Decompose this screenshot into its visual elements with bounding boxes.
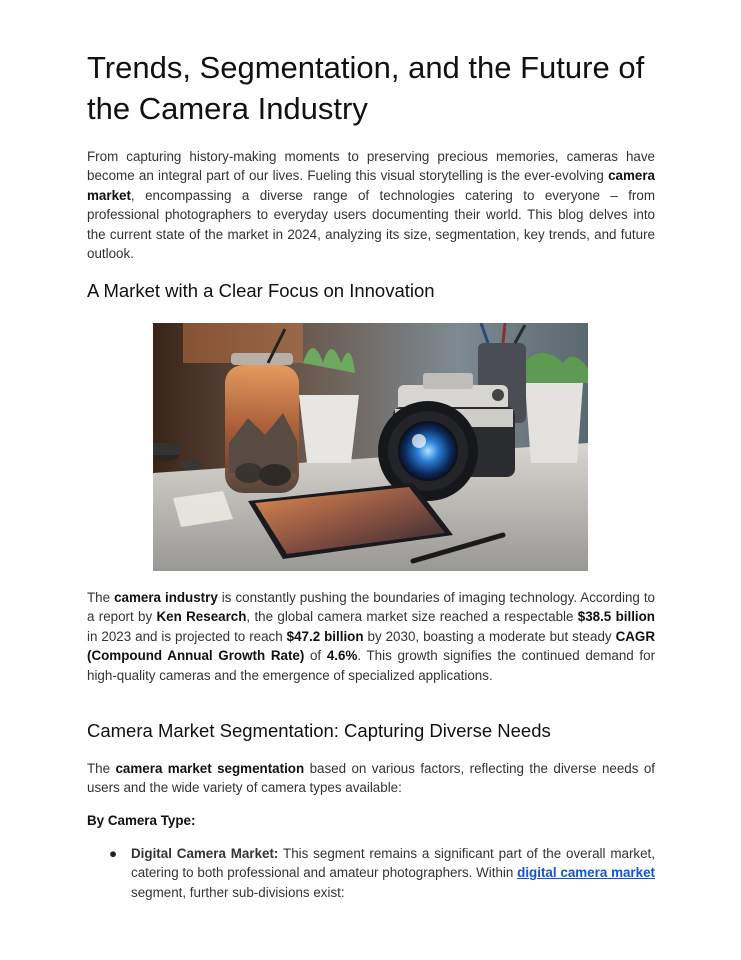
s1-bold-4-6-percent: 4.6%	[326, 648, 358, 664]
s1-text-3: , the global camera market size reached a respectable	[246, 609, 578, 625]
camera-illustration	[153, 323, 588, 571]
s1-text-7: . This growth signifies the continued demand for high-quality cameras and the emergence of specialized applications.	[87, 648, 656, 683]
s2-bold-camera-market-segmentation: camera market segmentation	[115, 761, 305, 776]
bullet-dot: ●	[109, 846, 118, 861]
bullet-text-2: segment, further sub-divisions exist:	[131, 884, 345, 900]
s1-bold-camera-industry: camera industry	[114, 590, 218, 605]
s1-bold-38-5-billion: $38.5 billion	[577, 609, 655, 625]
s1-bold-cagr: CAGR (Compound Annual Growth Rate)	[87, 628, 655, 664]
section2-paragraph	[87, 759, 655, 798]
s1-text-5: by 2030, boasting a moderate but steady	[363, 628, 616, 644]
s1-bold-ken-research: Ken Research	[156, 609, 247, 625]
intro-text-1: From capturing history-making moments to preserving precious memories, cameras have become an integral part of our lives. Fueling this visual storytelling is the ever-evolving	[87, 149, 655, 184]
s2-text-2: based on various factors, reflecting the diverse needs of users and the wide variety of camera types available:	[87, 761, 656, 796]
hero-camera-image	[153, 323, 588, 571]
s2-text-1: The	[87, 761, 116, 776]
camera-type-subheading: By Camera Type:	[87, 813, 196, 828]
bullet-digital-camera-market	[109, 844, 655, 902]
intro-bold-camera-market: camera market	[87, 168, 655, 203]
s1-text-2: is constantly pushing the boundaries of imaging technology. According to a report by	[87, 590, 656, 625]
s1-bold-47-2-billion: $47.2 billion	[286, 628, 364, 644]
s1-text-4: in 2023 and is projected to reach	[87, 628, 287, 644]
intro-text-2: , encompassing a diverse range of technologies catering to everyone – from professional photographers to everyday users documenting their world. This blog delves into the current state of the market in 2024, analyzing its size, segmentation, key trends, and future outlook.	[87, 187, 655, 262]
bullet-bold-label: Digital Camera Market:	[131, 846, 279, 861]
bullet-text-1: This segment remains a significant part of the overall market, catering to both professional and amateur photographers. Within	[131, 846, 655, 881]
section1-heading: A Market with a Clear Focus on Innovation	[87, 280, 435, 301]
digital-camera-market-link[interactable]: digital camera market	[517, 865, 655, 881]
intro-paragraph	[87, 147, 655, 263]
page-title: Trends, Segmentation, and the Future of the Camera Industry	[87, 50, 645, 126]
section1-paragraph	[87, 588, 655, 685]
section2-heading: Camera Market Segmentation: Capturing Diverse Needs	[87, 720, 551, 741]
s1-text-6: of	[304, 648, 327, 664]
s1-text-1: The	[87, 590, 115, 605]
